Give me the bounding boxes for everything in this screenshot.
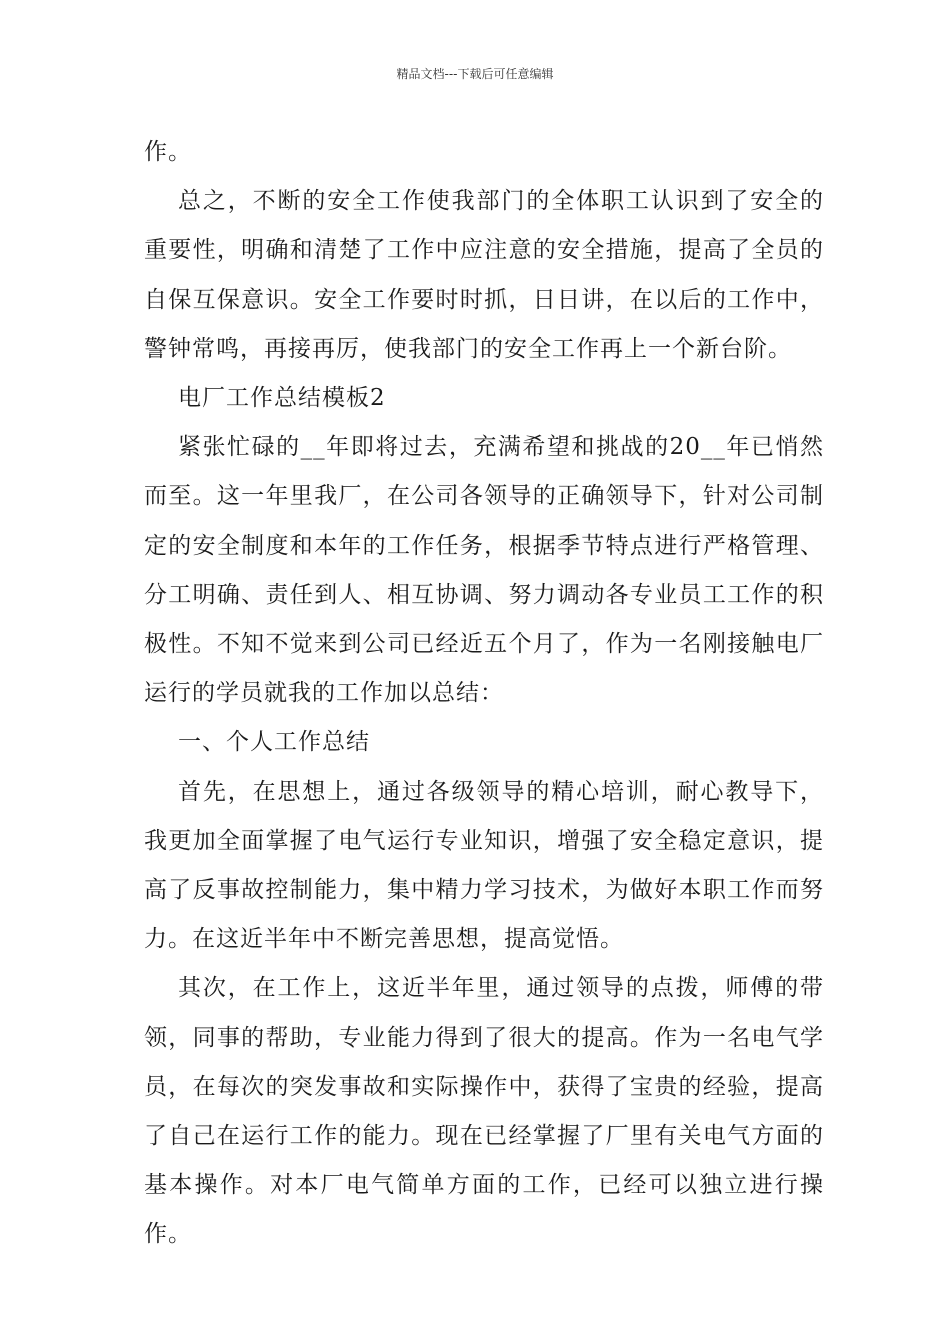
page-header: 精品文档---下载后可任意编辑 (396, 67, 554, 81)
section-title: 电厂工作总结模板2 (178, 385, 386, 412)
paragraph-intro: 紧张忙碌的__年即将过去，充满希望和挑战的20__年已悄然而至。这一年里我厂，在公司各领导的正确领导下，针对公司制定的安全制度和本年的工作任务，根据季节特点进行严格管理、分工明确、责任到人、相互协调、努力调动各专业员工工作的积极性。不知不觉来到公司已经近五个月了，作为一名刚接触电厂运行的学员就我的工作加以总结： (144, 434, 824, 707)
document-body (144, 128, 824, 1260)
paragraph-work: 其次，在工作上，这近半年里，通过领导的点拨，师傅的带领，同事的帮助，专业能力得到了很大的提高。作为一名电气学员，在每次的突发事故和实际操作中，获得了宝贵的经验，提高了自己在运行工作的能力。现在已经掌握了厂里有关电气方面的基本操作。对本厂电气简单方面的工作，已经可以独立进行操作。 (144, 975, 824, 1248)
paragraph-thought: 首先，在思想上，通过各级领导的精心培训，耐心教导下，我更加全面掌握了电气运行专业知识，增强了安全稳定意识，提高了反事故控制能力，集中精力学习技术，为做好本职工作而努力。在这近半年中不断完善思想，提高觉悟。 (144, 778, 824, 953)
paragraph-continuation: 作。 (144, 139, 192, 165)
subsection-heading: 一、个人工作总结 (178, 729, 370, 756)
paragraph-summary: 总之，不断的安全工作使我部门的全体职工认识到了安全的重要性，明确和清楚了工作中应注意的安全措施，提高了全员的自保互保意识。安全工作要时时抓，日日讲，在以后的工作中，警钟常鸣，再接再厉，使我部门的安全工作再上一个新台阶。 (144, 188, 824, 362)
